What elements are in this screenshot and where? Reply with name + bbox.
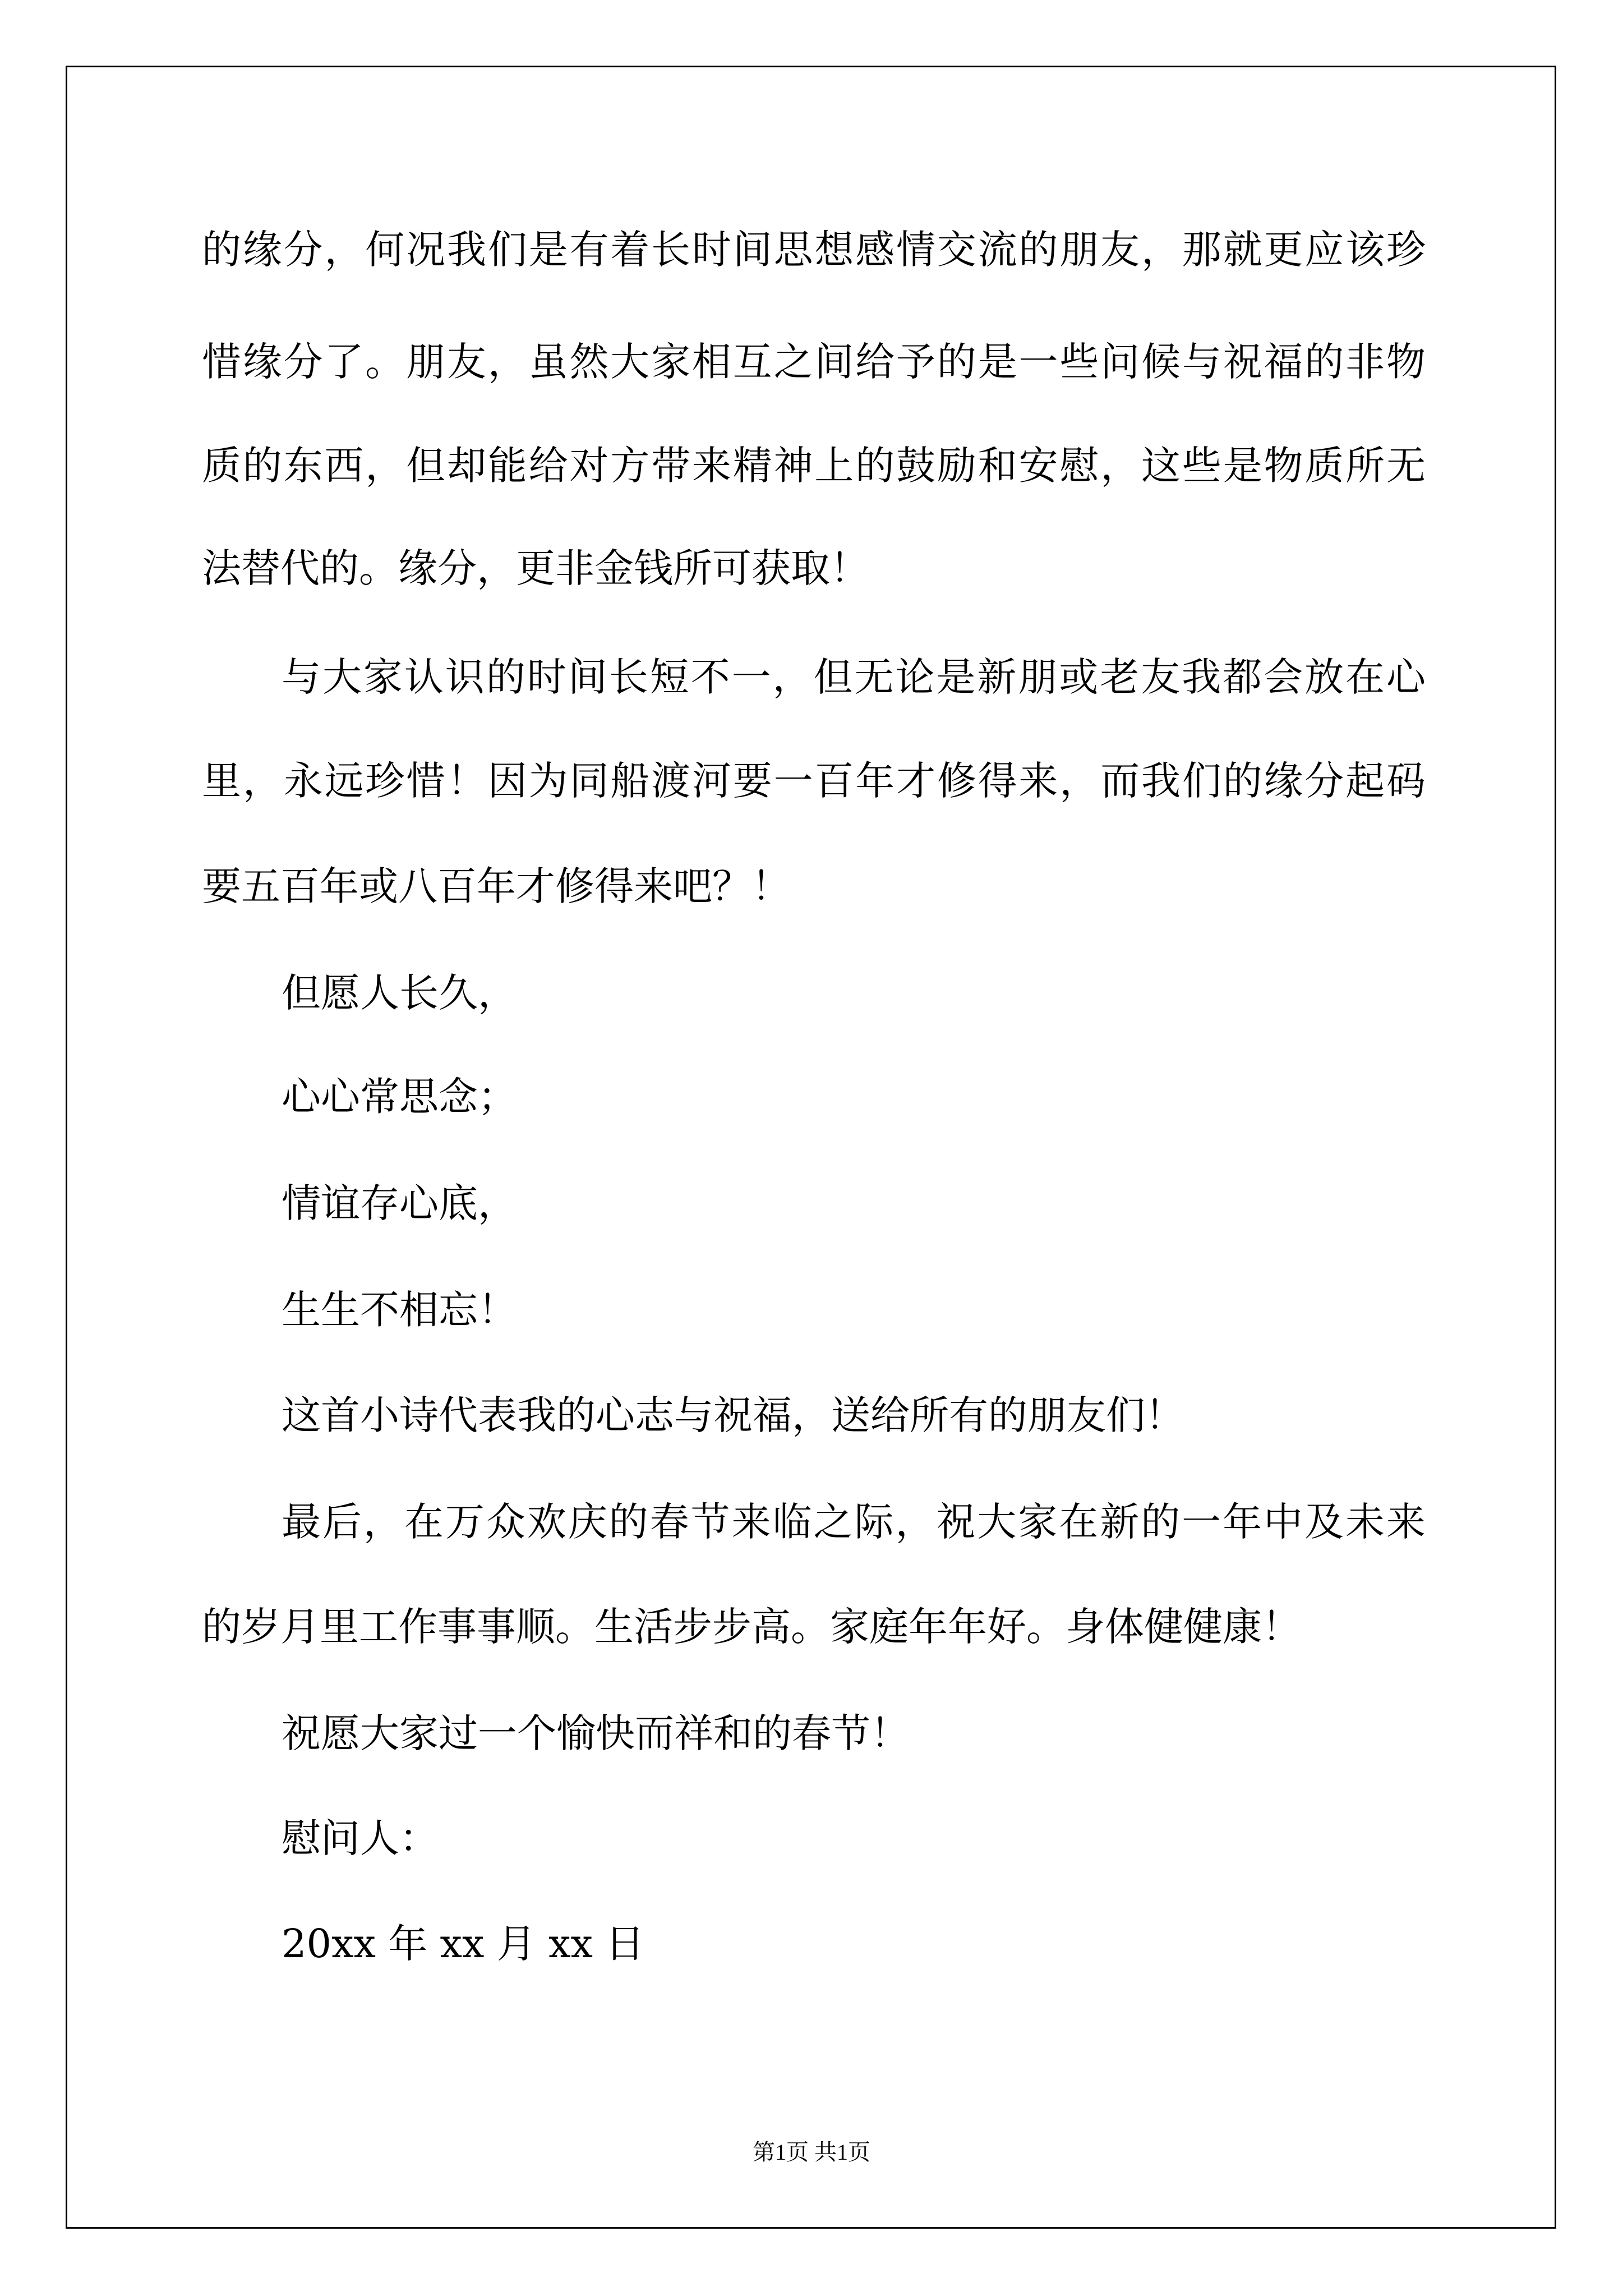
body-line-3: 质的东西，但却能给对方带来精神上的鼓励和安慰，这些是物质所无 bbox=[202, 443, 1426, 489]
sender-label: 慰问人： bbox=[282, 1815, 439, 1861]
body-line-13: 最后，在万众欢庆的春节来临之际，祝大家在新的一年中及未来 bbox=[282, 1499, 1426, 1545]
poem-line-4: 生生不相忘！ bbox=[282, 1287, 517, 1333]
body-line-6: 里，永远珍惜！因为同船渡河要一百年才修得来，而我们的缘分起码 bbox=[202, 758, 1426, 804]
date-line: 20xx 年 xx 月 xx 日 bbox=[282, 1921, 645, 1967]
poem-line-2: 心心常思念； bbox=[282, 1074, 517, 1120]
poem-line-1: 但愿人长久， bbox=[282, 970, 517, 1016]
page-footer: 第1页 共1页 bbox=[753, 2139, 870, 2165]
body-line-4: 法替代的。缘分，更非金钱所可获取！ bbox=[202, 545, 869, 591]
body-line-7: 要五百年或八百年才修得来吧？！ bbox=[202, 863, 791, 909]
body-line-5: 与大家认识的时间长短不一，但无论是新朋或老友我都会放在心 bbox=[282, 654, 1426, 700]
body-line-12: 这首小诗代表我的心志与祝福，送给所有的朋友们！ bbox=[282, 1392, 1184, 1438]
body-line-2: 惜缘分了。朋友，虽然大家相互之间给予的是一些问候与祝福的非物 bbox=[202, 339, 1426, 385]
poem-line-3: 情谊存心底， bbox=[282, 1180, 517, 1226]
body-line-14: 的岁月里工作事事顺。生活步步高。家庭年年好。身体健健康！ bbox=[202, 1604, 1301, 1650]
closing-wish: 祝愿大家过一个愉快而祥和的春节！ bbox=[282, 1710, 910, 1756]
body-line-1: 的缘分，何况我们是有着长时间思想感情交流的朋友，那就更应该珍 bbox=[202, 227, 1426, 273]
page-border bbox=[66, 66, 1556, 2229]
